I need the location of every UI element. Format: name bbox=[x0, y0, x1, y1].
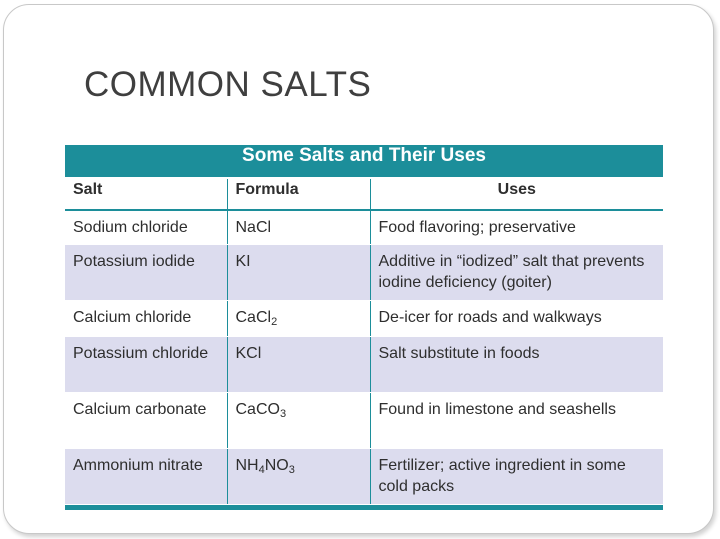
formula-text: NaCl bbox=[235, 219, 272, 236]
salts-table bbox=[65, 145, 663, 505]
header-formula: Formula bbox=[227, 178, 370, 210]
table-header-row bbox=[65, 178, 663, 210]
formula-subscript: 2 bbox=[271, 316, 278, 328]
slide-title: COMMON SALTS bbox=[84, 65, 372, 104]
formula-cell bbox=[227, 337, 370, 393]
formula-subscript: 3 bbox=[279, 408, 287, 420]
table-bottom-bar bbox=[65, 505, 663, 510]
uses-cell: De-icer for roads and walkways bbox=[370, 301, 663, 337]
formula-cell bbox=[227, 245, 370, 301]
table-row bbox=[65, 393, 663, 449]
formula-text: CaCl bbox=[235, 309, 272, 326]
slide bbox=[3, 4, 714, 534]
uses-cell: Salt substitute in foods bbox=[370, 337, 663, 393]
formula-text: NO bbox=[264, 457, 289, 474]
header-salt: Salt bbox=[65, 178, 227, 210]
table-row bbox=[65, 210, 663, 245]
formula-cell bbox=[227, 210, 370, 245]
formula-cell bbox=[227, 393, 370, 449]
formula-text: CaCO bbox=[235, 401, 280, 418]
formula-subscript: 3 bbox=[288, 464, 295, 476]
salt-cell: Potassium iodide bbox=[65, 245, 227, 301]
formula-text: KI bbox=[235, 253, 251, 270]
salt-cell: Calcium carbonate bbox=[65, 393, 227, 449]
table-row bbox=[65, 449, 663, 505]
uses-cell: Found in limestone and seashells bbox=[370, 393, 663, 449]
table-row bbox=[65, 301, 663, 337]
formula-subscript: 4 bbox=[258, 464, 265, 476]
formula-text: KCl bbox=[235, 345, 262, 362]
salts-table-container bbox=[65, 145, 663, 510]
salt-cell: Calcium chloride bbox=[65, 301, 227, 337]
salt-cell: Potassium chloride bbox=[65, 337, 227, 393]
formula-text: NH bbox=[235, 457, 259, 474]
salt-cell: Ammonium nitrate bbox=[65, 449, 227, 505]
uses-cell: Additive in “iodized” salt that prevents iodine deficiency (goiter) bbox=[370, 245, 663, 301]
formula-cell bbox=[227, 449, 370, 505]
formula-cell bbox=[227, 301, 370, 337]
salt-cell: Sodium chloride bbox=[65, 210, 227, 245]
header-uses: Uses bbox=[370, 178, 663, 210]
uses-cell: Fertilizer; active ingredient in some cold packs bbox=[370, 449, 663, 505]
table-row bbox=[65, 337, 663, 393]
table-row bbox=[65, 245, 663, 301]
table-caption-row bbox=[65, 145, 663, 178]
uses-cell: Food flavoring; preservative bbox=[370, 210, 663, 245]
table-caption: Some Salts and Their Uses bbox=[65, 145, 663, 178]
